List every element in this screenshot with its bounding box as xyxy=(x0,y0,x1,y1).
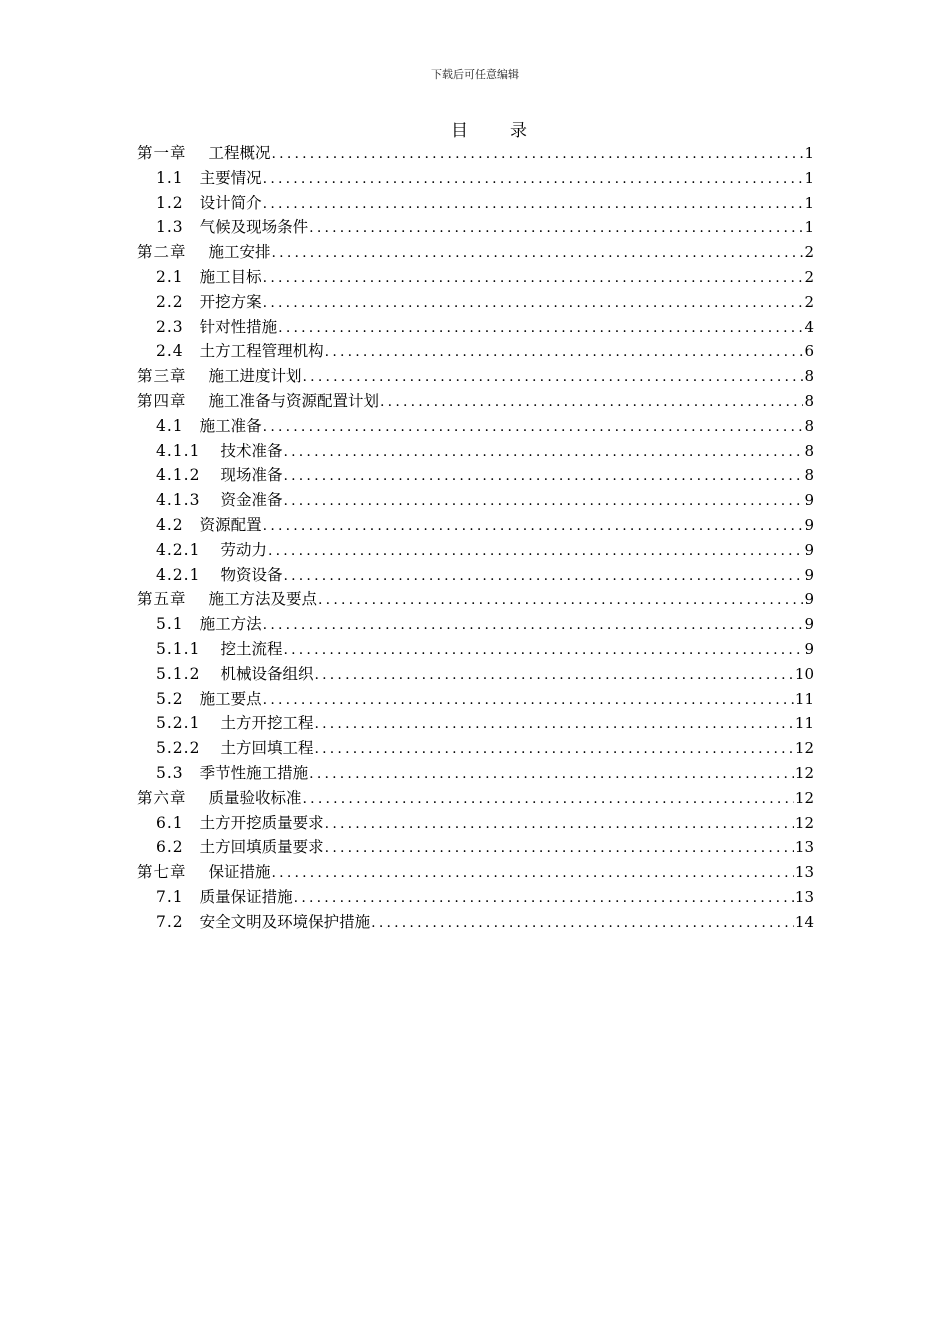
toc-entry-page-number: 9 xyxy=(804,515,814,534)
toc-entry-title: 施工目标 xyxy=(199,267,262,286)
toc-entry-title: 施工方法 xyxy=(199,615,262,634)
toc-entry[interactable] xyxy=(137,587,814,612)
toc-entry-title: 工程概况 xyxy=(208,144,271,162)
toc-entry-page-number: 12 xyxy=(794,763,814,782)
toc-entry-page-number: 9 xyxy=(804,540,814,559)
toc-entry-leader-dots xyxy=(303,365,804,389)
toc-entry-title: 土方回填质量要求 xyxy=(199,838,324,857)
toc-entry-page-number: 8 xyxy=(804,416,814,435)
toc-entry[interactable] xyxy=(137,463,814,488)
toc-entry-number: 第七章 xyxy=(137,863,187,882)
toc-entry-page-number: 9 xyxy=(804,590,814,609)
toc-entry[interactable] xyxy=(137,637,814,662)
toc-entry[interactable] xyxy=(137,141,814,166)
toc-entry-title: 开挖方案 xyxy=(199,292,262,311)
toc-entry[interactable] xyxy=(137,612,814,637)
toc-entry[interactable] xyxy=(137,389,814,414)
toc-entry-leader-dots xyxy=(263,266,804,290)
toc-entry-title: 土方开挖质量要求 xyxy=(199,813,324,832)
toc-entry[interactable] xyxy=(137,811,814,836)
toc-entry-number: 第五章 xyxy=(137,590,187,609)
toc-entry-title: 质量验收标准 xyxy=(208,788,302,807)
toc-entry-number: 第三章 xyxy=(137,367,187,386)
toc-entry-page-number: 1 xyxy=(804,193,814,212)
toc-entry-title: 季节性施工措施 xyxy=(199,763,309,782)
toc-entry-leader-dots xyxy=(263,613,804,637)
toc-entry[interactable] xyxy=(137,290,814,315)
toc-entry-leader-dots xyxy=(263,415,804,439)
toc-entry[interactable] xyxy=(137,687,814,712)
toc-entry-leader-dots xyxy=(314,712,793,736)
toc-entry-leader-dots xyxy=(263,192,804,216)
toc-entry-number: 4.2.1 xyxy=(156,565,201,584)
toc-entry-number: 4.2.1 xyxy=(156,540,201,559)
toc-entry-leader-dots xyxy=(325,836,794,860)
toc-title-left: 目 xyxy=(451,121,468,141)
toc-entry-number: 5.3 xyxy=(156,763,184,782)
toc-entry-page-number: 9 xyxy=(804,639,814,658)
toc-entry-leader-dots xyxy=(283,564,803,588)
toc-entry[interactable] xyxy=(137,860,814,885)
toc-entry-page-number: 8 xyxy=(804,367,814,386)
toc-entry-number: 1.3 xyxy=(156,218,184,237)
toc-entry-number: 1.2 xyxy=(156,193,184,212)
toc-entry-number: 4.1.3 xyxy=(156,491,201,510)
toc-entry-leader-dots xyxy=(263,167,804,191)
toc-entry-page-number: 9 xyxy=(804,565,814,584)
toc-entry-page-number: 12 xyxy=(794,813,814,832)
toc-entry-page-number: 13 xyxy=(794,838,814,857)
toc-entry-leader-dots xyxy=(380,390,803,414)
toc-entry-page-number: 8 xyxy=(804,391,814,410)
toc-entry-page-number: 11 xyxy=(794,689,814,708)
toc-entry-number: 1.1 xyxy=(156,168,184,187)
toc-entry-number: 第六章 xyxy=(137,788,187,807)
toc-entry-title: 质量保证措施 xyxy=(199,887,293,906)
toc-entry[interactable] xyxy=(137,339,814,364)
toc-entry-number: 5.2 xyxy=(156,689,184,708)
toc-entry[interactable] xyxy=(137,166,814,191)
toc-entry-leader-dots xyxy=(283,638,803,662)
toc-entry-title: 施工安排 xyxy=(208,243,271,262)
toc-entry-number: 2.4 xyxy=(156,342,184,361)
toc-entry-number: 第四章 xyxy=(137,391,187,410)
toc-entry-number: 7.1 xyxy=(156,887,184,906)
toc-entry-number: 第二章 xyxy=(137,243,187,262)
toc-entry-number: 7.2 xyxy=(156,912,184,931)
toc-entry-number: 4.1.1 xyxy=(156,441,201,460)
toc-entry[interactable] xyxy=(137,513,814,538)
toc-entry-leader-dots xyxy=(272,241,804,265)
toc-entry[interactable] xyxy=(137,414,814,439)
toc-entry-page-number: 9 xyxy=(804,615,814,634)
toc-entry-leader-dots xyxy=(294,886,794,910)
toc-entry-number: 4.1.2 xyxy=(156,466,201,485)
toc-entry-page-number: 1 xyxy=(804,218,814,237)
toc-entry-number: 2.3 xyxy=(156,317,184,336)
toc-entry-title: 挖土流程 xyxy=(220,639,283,658)
toc-entry-page-number: 13 xyxy=(794,863,814,882)
toc-entry[interactable] xyxy=(137,786,814,811)
toc-entry-page-number: 8 xyxy=(804,441,814,460)
toc-entry-leader-dots xyxy=(263,688,794,712)
toc-entry-title: 施工要点 xyxy=(199,689,262,708)
header-note: 下载后可任意编辑 xyxy=(431,68,519,81)
toc-entry-leader-dots xyxy=(303,787,794,811)
toc-entry-page-number: 6 xyxy=(804,342,814,361)
toc-entry-title: 资源配置 xyxy=(199,515,262,534)
toc-entry-page-number: 11 xyxy=(794,714,814,733)
toc-entry-page-number: 13 xyxy=(794,887,814,906)
toc-entry-page-number: 10 xyxy=(794,664,814,683)
toc-entry-number: 4.1 xyxy=(156,416,184,435)
toc-entry-number: 5.1.2 xyxy=(156,664,201,683)
toc-entry-number: 2.1 xyxy=(156,267,184,286)
toc-entry[interactable] xyxy=(137,910,814,935)
toc-entry-leader-dots xyxy=(309,216,803,240)
toc-entry-page-number: 8 xyxy=(804,466,814,485)
toc-entry-title: 土方回填工程 xyxy=(220,739,314,758)
toc-entry[interactable] xyxy=(137,315,814,340)
toc-entry-leader-dots xyxy=(325,812,794,836)
toc-entry-number: 5.2.1 xyxy=(156,714,201,733)
toc-entry-title: 施工准备 xyxy=(199,416,262,435)
toc-entry-title: 施工方法及要点 xyxy=(208,590,318,609)
toc-entry-leader-dots xyxy=(283,464,803,488)
toc-entry-leader-dots xyxy=(371,911,794,935)
toc-entry-title: 劳动力 xyxy=(220,540,267,559)
toc-entry[interactable] xyxy=(137,761,814,786)
toc-entry-leader-dots xyxy=(283,489,803,513)
toc-entry[interactable] xyxy=(137,835,814,860)
toc-entry-page-number: 2 xyxy=(804,267,814,286)
toc-entry-page-number: 2 xyxy=(804,243,814,262)
toc-entry-page-number: 14 xyxy=(794,912,814,931)
toc-entry-title: 针对性措施 xyxy=(199,317,278,336)
toc-entry-title: 机械设备组织 xyxy=(220,664,314,683)
toc-entry-title: 现场准备 xyxy=(220,466,283,485)
toc-entry-title: 气候及现场条件 xyxy=(199,218,309,237)
toc-entry[interactable] xyxy=(137,364,814,389)
toc-entry[interactable] xyxy=(137,215,814,240)
toc-entry-leader-dots xyxy=(325,340,804,364)
toc-list xyxy=(137,141,814,935)
toc-entry-number: 5.1.1 xyxy=(156,639,201,658)
toc-entry-leader-dots xyxy=(314,737,793,761)
toc-entry[interactable] xyxy=(137,488,814,513)
toc-entry-number: 6.1 xyxy=(156,813,184,832)
toc-entry-leader-dots xyxy=(268,539,803,563)
toc-entry-page-number: 4 xyxy=(804,317,814,336)
toc-entry[interactable] xyxy=(137,240,814,265)
toc-entry-number: 6.2 xyxy=(156,838,184,857)
toc-entry-leader-dots xyxy=(263,514,804,538)
toc-entry-title: 施工进度计划 xyxy=(208,367,302,386)
toc-entry-leader-dots xyxy=(272,142,804,166)
toc-entry-page-number: 1 xyxy=(804,144,814,162)
toc-entry-page-number: 9 xyxy=(804,491,814,510)
toc-entry[interactable] xyxy=(137,662,814,687)
toc-title-right: 录 xyxy=(510,121,527,141)
toc-entry[interactable] xyxy=(137,538,814,563)
toc-entry-title: 土方开挖工程 xyxy=(220,714,314,733)
toc-entry-leader-dots xyxy=(263,291,804,315)
toc-entry-page-number: 12 xyxy=(794,739,814,758)
toc-entry-page-number: 12 xyxy=(794,788,814,807)
toc-entry-title: 物资设备 xyxy=(220,565,283,584)
toc-entry-leader-dots xyxy=(278,316,803,340)
toc-entry-leader-dots xyxy=(283,440,803,464)
toc-entry-number: 5.2.2 xyxy=(156,739,201,758)
toc-entry-leader-dots xyxy=(309,762,794,786)
toc-title xyxy=(0,116,950,141)
toc-entry-page-number: 2 xyxy=(804,292,814,311)
toc-entry-number: 5.1 xyxy=(156,615,184,634)
toc-entry-title: 资金准备 xyxy=(220,491,283,510)
toc-entry-number: 2.2 xyxy=(156,292,184,311)
toc-entry-title: 技术准备 xyxy=(220,441,283,460)
toc-entry-title: 土方工程管理机构 xyxy=(199,342,324,361)
toc-entry-title: 设计简介 xyxy=(199,193,262,212)
toc-entry[interactable] xyxy=(137,439,814,464)
toc-entry[interactable] xyxy=(137,265,814,290)
toc-entry-page-number: 1 xyxy=(804,168,814,187)
toc-entry-title: 施工准备与资源配置计划 xyxy=(208,391,380,410)
toc-entry-number: 第一章 xyxy=(137,144,187,162)
toc-entry[interactable] xyxy=(137,736,814,761)
toc-entry-title: 安全文明及环境保护措施 xyxy=(199,912,371,931)
toc-entry-title: 主要情况 xyxy=(199,168,262,187)
toc-entry-leader-dots xyxy=(272,861,794,885)
toc-entry[interactable] xyxy=(137,885,814,910)
toc-entry[interactable] xyxy=(137,711,814,736)
toc-entry-title: 保证措施 xyxy=(208,863,271,882)
toc-entry[interactable] xyxy=(137,191,814,216)
toc-entry-number: 4.2 xyxy=(156,515,184,534)
toc-entry-leader-dots xyxy=(318,588,803,612)
toc-entry[interactable] xyxy=(137,563,814,588)
toc-entry-leader-dots xyxy=(314,663,793,687)
